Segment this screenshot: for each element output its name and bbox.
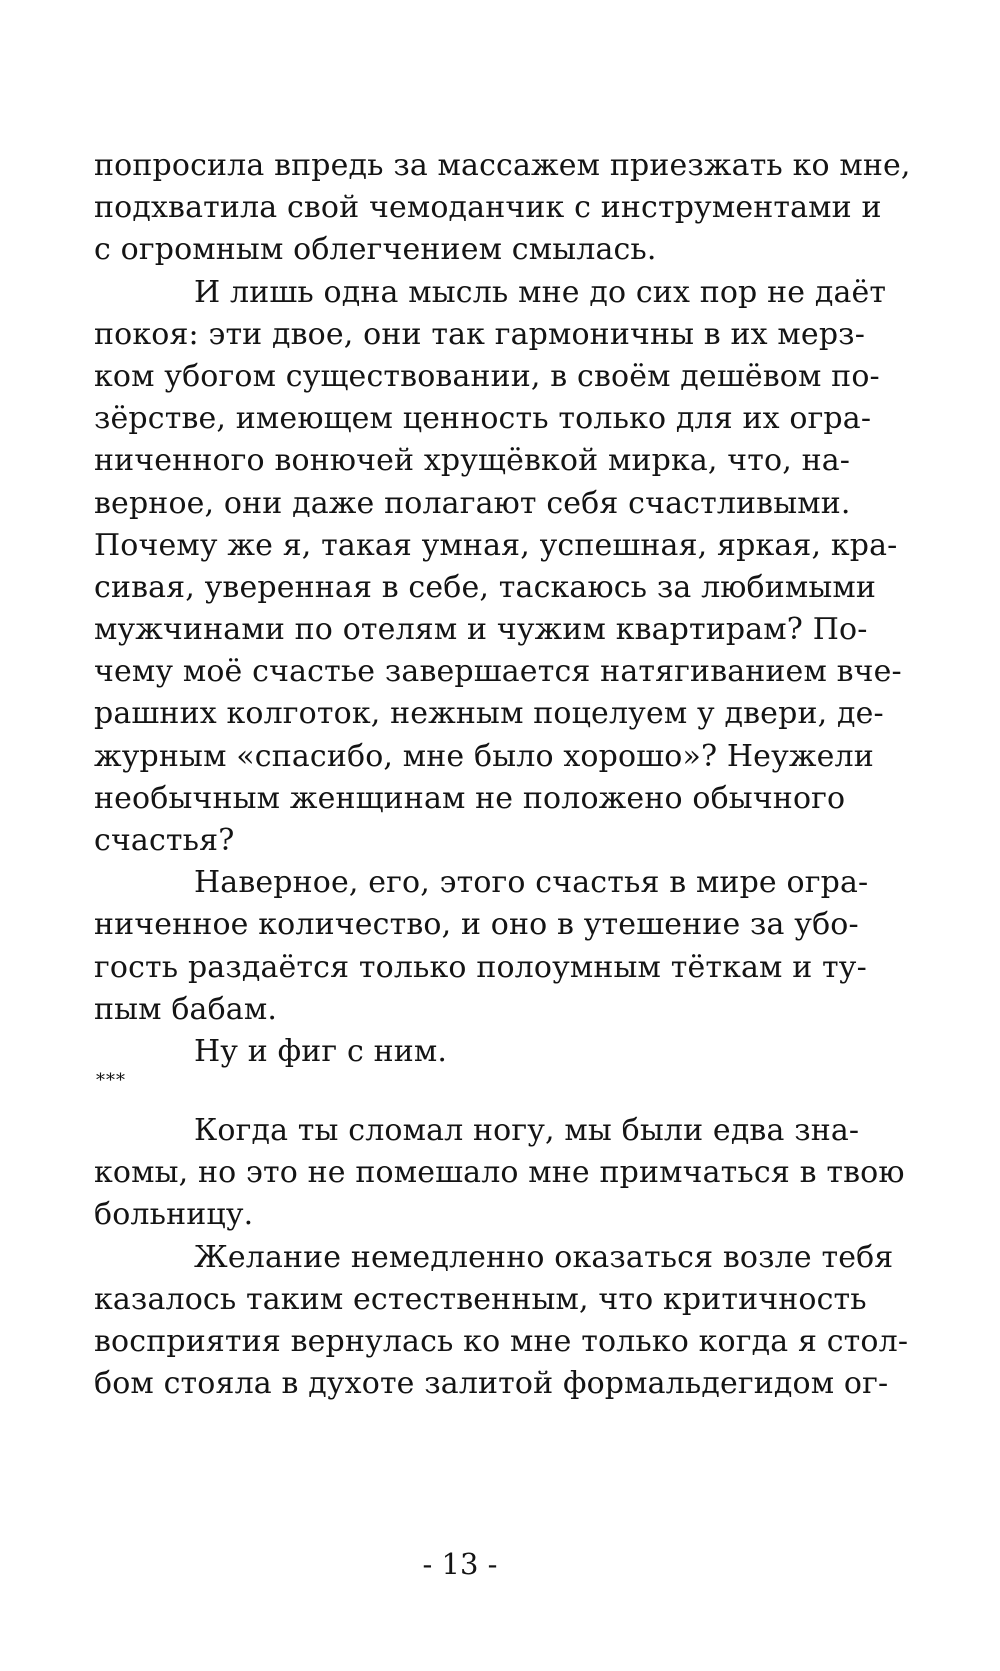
text-line: гость раздаётся только полоумным тёткам и ту-: [94, 949, 867, 985]
text-line: подхватила свой чемоданчик с инструментами и: [94, 190, 882, 226]
text-line: счастья?: [94, 823, 235, 858]
text-line: И лишь одна мысль мне до сих пор не даёт: [194, 274, 887, 310]
text-line: мужчинами по отелям и чужим квартирам? По-: [94, 612, 868, 648]
section-separator: ***: [96, 1070, 126, 1091]
text-section-bottom: [94, 1110, 909, 1405]
paragraph: [94, 1110, 905, 1237]
text-section-top: [94, 145, 911, 1073]
page-number: - 13 -: [422, 1547, 498, 1581]
text-line: журным «спасибо, мне было хорошо»? Неужели: [94, 738, 874, 774]
text-line: пым бабам.: [94, 991, 278, 1027]
text-line: зёрстве, имеющем ценность только для их огра-: [94, 401, 872, 437]
text-line: необычным женщинам не положено обычного: [94, 780, 846, 816]
text-line: рашних колготок, нежным поцелуем у двери, де-: [94, 696, 884, 732]
text-line: чему моё счастье завершается натягиванием вче-: [94, 654, 902, 690]
paragraph: [94, 862, 869, 1031]
paragraph: [94, 1237, 909, 1406]
text-line: бом стояла в духоте залитой формальдегидом ог-: [94, 1366, 889, 1402]
text-line: Наверное, его, этого счастья в мире огра-: [194, 865, 869, 901]
text-line: ком убогом существовании, в своём дешёвом по-: [94, 358, 880, 394]
text-line: восприятия вернулась ко мне только когда я стол-: [94, 1323, 909, 1359]
paragraph: [94, 1031, 826, 1073]
text-line: комы, но это не помешало мне примчаться в твою: [94, 1155, 905, 1191]
text-line: ниченного вонючей хрущёвкой мирка, что, на-: [94, 443, 851, 479]
text-line: сивая, уверенная в себе, таскаюсь за любимыми: [94, 569, 877, 605]
text-line: казалось таким естественным, что критичность: [94, 1281, 867, 1317]
text-line: Желание немедленно оказаться возле тебя: [194, 1239, 894, 1275]
text-line: Когда ты сломал ногу, мы были едва зна-: [194, 1113, 860, 1148]
text-line: больницу.: [94, 1197, 254, 1233]
text-line: верное, они даже полагают себя счастливыми.: [94, 485, 851, 521]
text-line: покоя: эти двое, они так гармоничны в их мерз-: [94, 316, 865, 352]
paragraph: [94, 145, 911, 272]
text-line: ниченное количество, и оно в утешение за убо-: [94, 907, 859, 943]
text-line: с огромным облегчением смылась.: [94, 232, 657, 268]
text-line: попросила впредь за массажем приезжать ко мне,: [94, 148, 911, 183]
text-line: Ну и фиг с ним.: [194, 1033, 448, 1069]
text-line: Почему же я, такая умная, успешная, яркая, кра-: [94, 527, 898, 563]
paragraph: [94, 272, 902, 863]
